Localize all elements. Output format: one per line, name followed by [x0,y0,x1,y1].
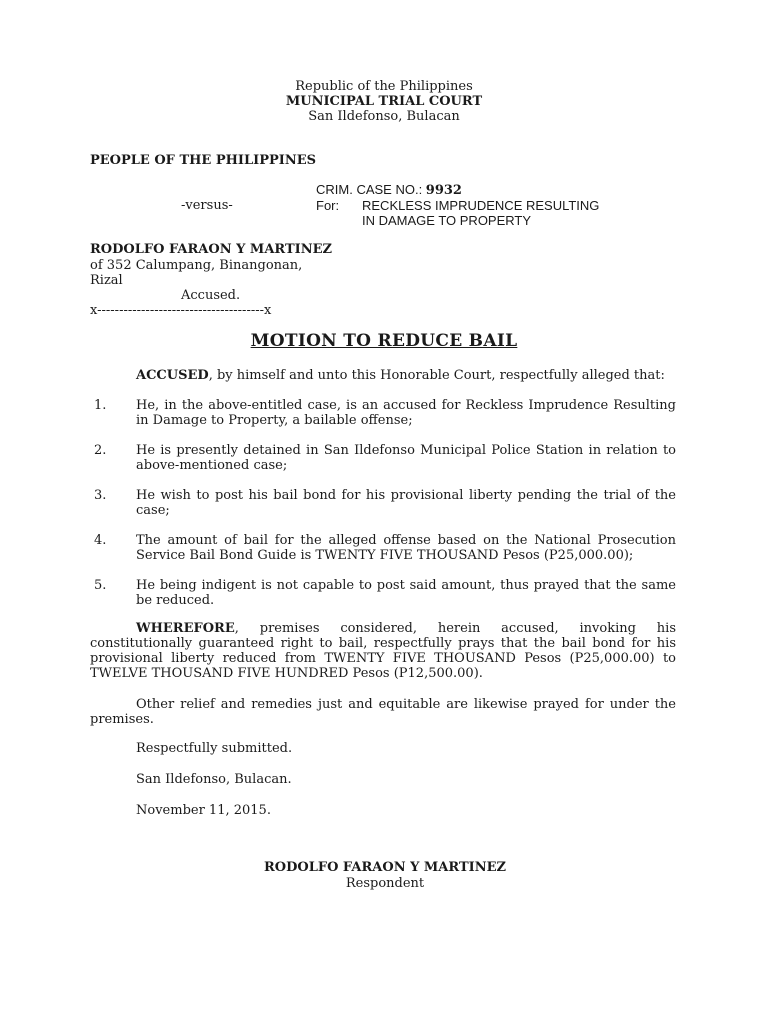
closing-place: San Ildefonso, Bulacan. [136,772,292,787]
accused-address-line-1: of 352 Calumpang, Binangonan, [90,258,303,273]
intro-paragraph [90,368,676,383]
accused-address-line-2: Rizal [90,273,123,288]
signatory-name: RODOLFO FARAON Y MARTINEZ [263,860,507,875]
accused-label: Accused. [181,288,241,303]
caption-separator: x--------------------------------------x [90,303,272,318]
allegation-number: 4. [94,533,107,548]
charge-line-2: IN DAMAGE TO PROPERTY [362,213,532,228]
allegation-text: He wish to post his bail bond for his provisional liberty pending the trial of the case; [136,488,676,518]
accused-name: RODOLFO FARAON Y MARTINEZ [90,242,333,257]
allegation-number: 3. [94,488,107,503]
allegation-text: He, in the above-entitled case, is an accused for Reckless Imprudence Resulting in Damage to Property, a bailable offense; [136,398,676,428]
document-title: MOTION TO REDUCE BAIL [250,331,518,351]
allegation-number: 5. [94,578,107,593]
allegation-number: 2. [94,443,107,458]
prayer-lead: WHEREFORE [136,621,235,636]
case-number-line [316,182,462,198]
other-relief-paragraph: Other relief and remedies just and equitable are likewise prayed for under the premises. [90,697,676,727]
allegation-text: He being indigent is not capable to post said amount, thus prayed that the same be reduced. [136,578,676,608]
case-number-label: CRIM. CASE NO.: [316,182,426,197]
closing-date: November 11, 2015. [136,803,271,818]
allegation-text: The amount of bail for the alleged offense based on the National Prosecution Service Bail Bond Guide is TWENTY FIVE THOUSAND Pesos (P25,000.00); [136,533,676,563]
respectfully-submitted: Respectfully submitted. [136,741,293,756]
court-location: San Ildefonso, Bulacan [308,109,460,124]
prayer-paragraph [90,621,676,681]
allegation-number: 1. [94,398,107,413]
prayer-text: , premises considered, herein accused, invoking his constitutionally guaranteed right to bail, respectfully prays that the bail bond for his provisional liberty reduced from TWENTY FIVE THOUSAND Pesos (P25,000.00) to TWELVE THOUSAND FIVE HUNDRED Pesos (P12,500.00). [90,621,676,681]
court-name: MUNICIPAL TRIAL COURT [285,94,483,109]
allegation-text: He is presently detained in San Ildefonso Municipal Police Station in relation to above-mentioned case; [136,443,676,473]
charge-line-1: RECKLESS IMPRUDENCE RESULTING [362,198,600,213]
intro-lead: ACCUSED [136,368,209,383]
republic-line: Republic of the Philippines [295,79,473,94]
case-number: 9932 [425,183,462,198]
signatory-role: Respondent [345,876,425,891]
intro-text: , by himself and unto this Honorable Court, respectfully alleged that: [208,368,665,383]
versus-label: -versus- [181,198,233,213]
for-label: For: [316,198,340,213]
plaintiff-name: PEOPLE OF THE PHILIPPINES [90,153,317,168]
